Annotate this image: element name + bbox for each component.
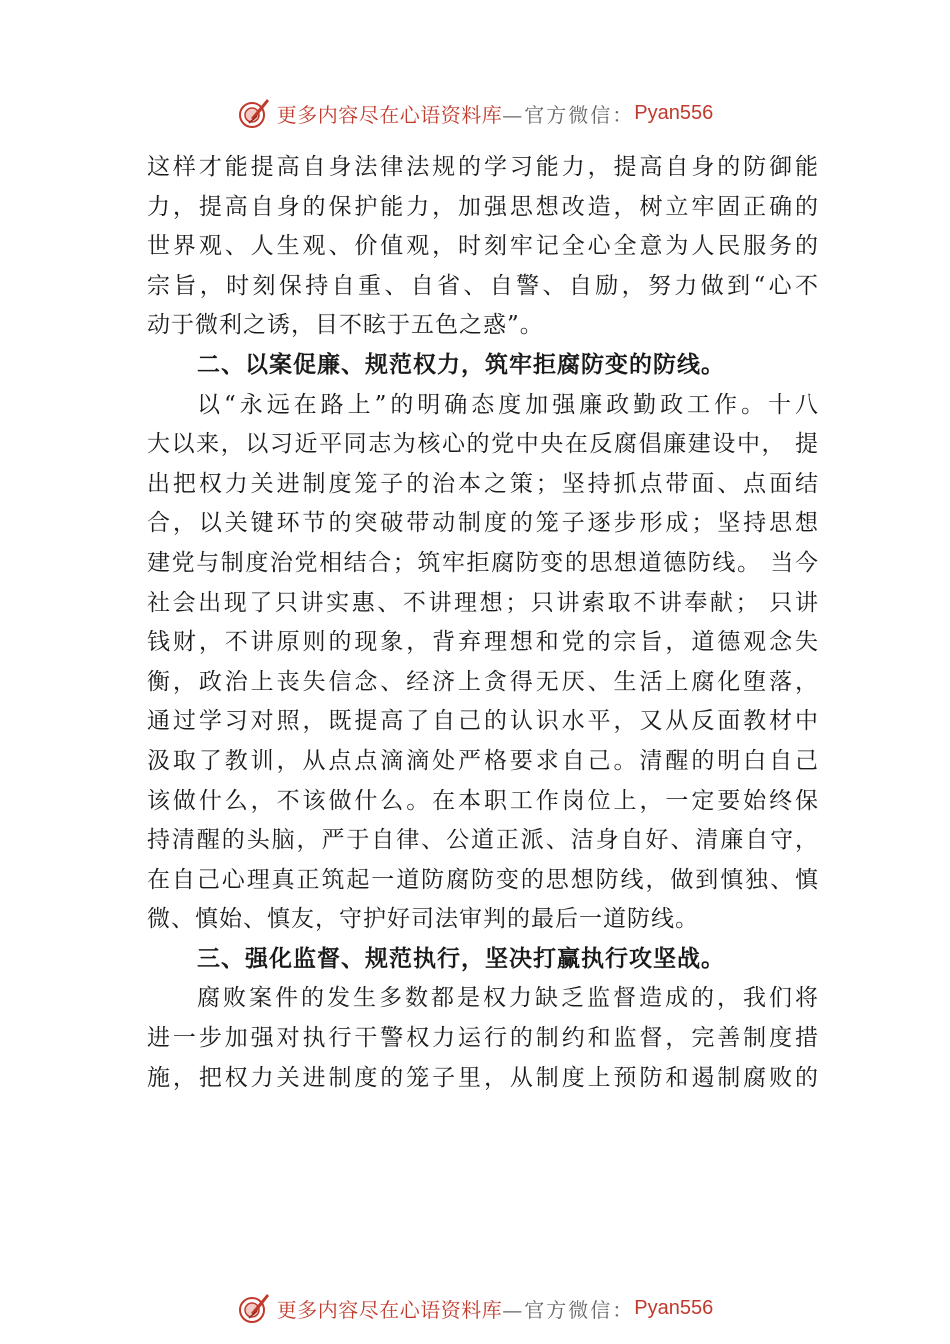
text-line: 微、慎始、慎友，守护好司法审判的最后一道防线。 bbox=[147, 906, 699, 933]
text-line: 世界观、人生观、价值观，时刻牢记全心全意为人民服务的 bbox=[147, 233, 819, 260]
quill-seal-logo-icon bbox=[237, 1291, 271, 1325]
text-line: 衡，政治上丧失信念、经济上贪得无厌、生活上腐化堕落， bbox=[147, 668, 819, 695]
paragraph-1 bbox=[147, 148, 819, 346]
text-line: 社会出现了只讲实惠、不讲理想；只讲索取不讲奉献； 只讲 bbox=[147, 589, 819, 616]
text-line: 大以来，以习近平同志为核心的党中央在反腐倡廉建设中， 提 bbox=[147, 431, 819, 458]
text-line: 这样才能提高自身法律法规的学习能力，提高自身的防御能 bbox=[147, 154, 819, 180]
text-line: 通过学习对照，既提高了自己的认识水平，又从反面教材中 bbox=[147, 708, 819, 735]
text-line: 力，提高自身的保护能力，加强思想改造，树立牢固正确的 bbox=[147, 193, 819, 220]
quill-seal-logo-icon bbox=[237, 96, 271, 130]
text-line: 汲取了教训，从点点滴滴处严格要求自己。清醒的明白自己 bbox=[147, 747, 819, 774]
paragraph-3 bbox=[147, 979, 819, 1098]
text-line: 腐败案件的发生多数都是权力缺乏监督造成的，我们将 bbox=[197, 985, 819, 1012]
section-heading-3: 三、强化监督、规范执行，坚决打赢执行攻坚战。 bbox=[197, 945, 725, 972]
text-line: 钱财，不讲原则的现象，背弃理想和党的宗旨，道德观念失 bbox=[147, 629, 819, 656]
text-line: 以“永远在路上”的明确态度加强廉政勤政工作。十八 bbox=[197, 391, 819, 418]
banner-brand-text: 更多内容尽在心语资料库 bbox=[276, 1297, 503, 1322]
text-line: 该做什么，不该做什么。在本职工作岗位上，一定要始终保 bbox=[147, 787, 819, 814]
text-line: 在自己心理真正筑起一道防腐防变的思想防线，做到慎独、慎 bbox=[147, 866, 819, 893]
text-line: 动于微利之诱，目不眩于五色之惑”。 bbox=[147, 312, 544, 339]
text-line: 合，以关键环节的突破带动制度的笼子逐步形成；坚持思想 bbox=[147, 510, 819, 537]
text-line: 建党与制度治党相结合；筑牢拒腐防变的思想道德防线。 当今 bbox=[147, 549, 819, 576]
banner-wechat-id: Pyan556 bbox=[634, 1296, 714, 1319]
text-line: 持清醒的头脑，严于自律、公道正派、洁身自好、清廉自守， bbox=[147, 827, 819, 854]
text-line: 出把权力关进制度笼子的治本之策；坚持抓点带面、点面结 bbox=[147, 470, 819, 497]
section-heading-2: 二、以案促廉、规范权力，筑牢拒腐防变的防线。 bbox=[197, 351, 725, 378]
banner-brand-text: 更多内容尽在心语资料库 bbox=[276, 102, 503, 127]
document-body bbox=[147, 148, 819, 1098]
paragraph-2 bbox=[147, 386, 819, 940]
banner-separator-text: —官方微信： bbox=[502, 102, 635, 127]
text-line: 进一步加强对执行干警权力运行的制约和监督，完善制度措 bbox=[147, 1025, 819, 1052]
footer-banner bbox=[0, 1288, 950, 1328]
banner-separator-text: —官方微信： bbox=[502, 1297, 635, 1322]
header-banner bbox=[0, 93, 950, 133]
text-line: 施，把权力关进制度的笼子里，从制度上预防和遏制腐败的 bbox=[147, 1064, 819, 1091]
banner-wechat-id: Pyan556 bbox=[634, 101, 714, 124]
text-line: 宗旨，时刻保持自重、自省、自警、自励，努力做到“心不 bbox=[147, 272, 819, 299]
